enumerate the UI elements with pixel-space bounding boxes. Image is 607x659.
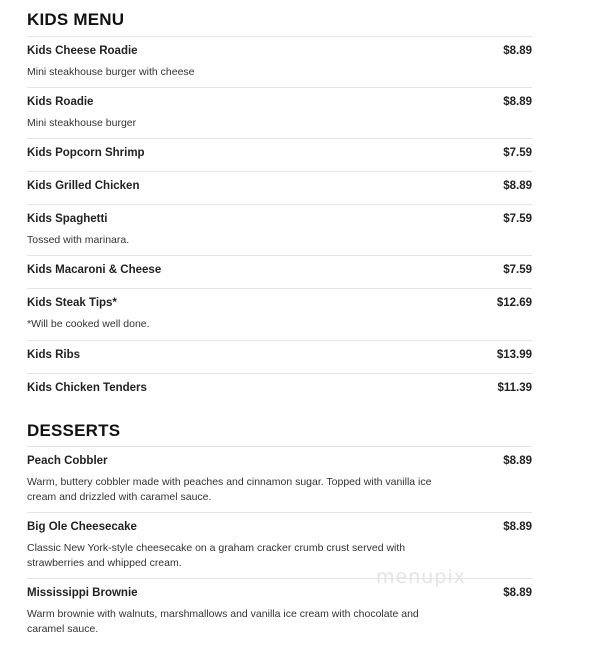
item-description: Tossed with marinara.: [27, 234, 130, 246]
item-price: $8.89: [503, 96, 532, 108]
item-name: Kids Macaroni & Cheese: [27, 264, 162, 276]
item-name: Mississippi Brownie: [27, 587, 138, 599]
menu-item: [27, 340, 532, 373]
kids-menu-title: KIDS MENU: [27, 10, 125, 29]
item-description: Mini steakhouse burger with cheese: [27, 66, 195, 78]
menu-item: [27, 204, 532, 255]
item-price: $8.89: [503, 455, 532, 467]
item-name: Peach Cobbler: [27, 455, 108, 467]
menu-item: [27, 373, 532, 406]
item-name: Kids Ribs: [27, 349, 81, 361]
menu-item: [27, 138, 532, 171]
item-description: Warm, buttery cobbler made with peaches and cinnamon sugar. Topped with vanilla ice cream and drizzled with caramel sauce.: [27, 476, 432, 503]
menu-item: [27, 171, 532, 204]
item-name: Kids Steak Tips*: [27, 297, 117, 309]
item-price: $7.59: [503, 147, 532, 159]
item-description: Mini steakhouse burger: [27, 117, 137, 129]
desserts-title: DESSERTS: [27, 421, 121, 440]
item-price: $11.39: [497, 382, 532, 394]
item-price: $8.89: [503, 45, 532, 57]
item-description: Warm brownie with walnuts, marshmallows and vanilla ice cream with chocolate and caramel sauce.: [27, 608, 419, 635]
item-price: $13.99: [496, 349, 532, 361]
item-name: Kids Spaghetti: [27, 213, 108, 225]
menu-item: [27, 255, 532, 288]
item-price: $8.89: [503, 521, 532, 533]
item-price: $12.69: [496, 297, 532, 309]
menu-item: [27, 288, 532, 340]
item-name: Kids Popcorn Shrimp: [27, 147, 145, 159]
menu-item: [27, 446, 532, 512]
item-price: $8.89: [503, 180, 532, 192]
item-price: $7.59: [503, 264, 532, 276]
item-name: Kids Roadie: [27, 96, 94, 108]
item-name: Kids Grilled Chicken: [27, 180, 140, 192]
menupix-watermark: menupix: [376, 566, 466, 588]
item-name: Big Ole Cheesecake: [27, 521, 137, 533]
item-price: $7.59: [503, 213, 532, 225]
item-price: $8.89: [503, 587, 532, 599]
item-description: *Will be cooked well done.: [27, 318, 150, 330]
menu-item: [27, 87, 532, 138]
item-name: Kids Chicken Tenders: [27, 382, 147, 394]
item-description: Classic New York-style cheesecake on a graham cracker crumb crust served with strawberries and whipped cream.: [27, 542, 406, 569]
item-name: Kids Cheese Roadie: [27, 45, 138, 57]
menu-item: [27, 36, 532, 87]
